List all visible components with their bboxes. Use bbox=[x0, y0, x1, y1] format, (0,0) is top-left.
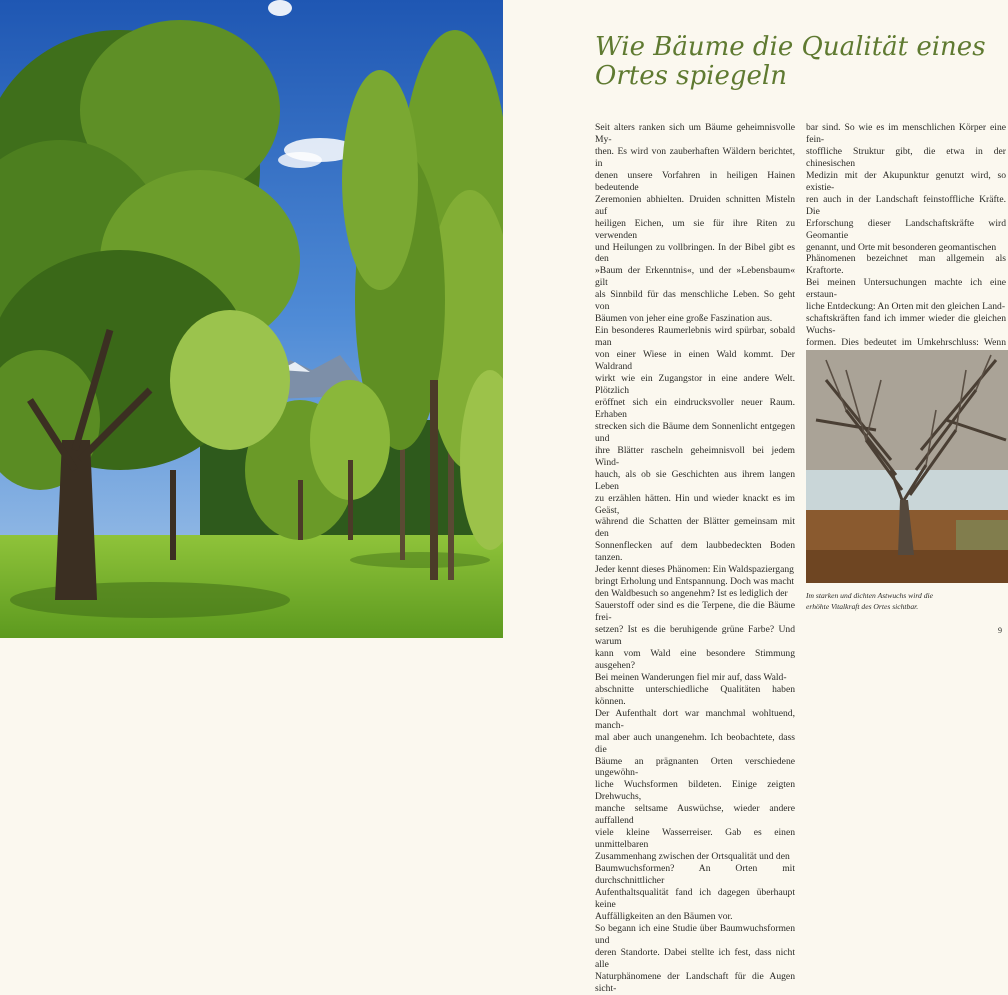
body-line: Naturphänomene der Landschaft für die Augen sicht- bbox=[595, 970, 795, 994]
body-line: und Heilungen zu vollbringen. In der Bibel gibt es den bbox=[595, 241, 795, 265]
body-line: Auffälligkeiten an den Bäumen vor. bbox=[595, 910, 733, 922]
body-line: den Waldbesuch so angenehm? Ist es lediglich der bbox=[595, 588, 788, 600]
body-line: eröffnet sich ein eindrucksvoller neuer Raum. Erhaben bbox=[595, 396, 795, 420]
body-line: Bäume an prägnanten Orten verschiedene ungewöhn- bbox=[595, 755, 795, 779]
chapter-title bbox=[595, 33, 995, 91]
caption-line: Im starken und dichten Astwuchs wird die bbox=[806, 591, 933, 600]
body-line: als Sinnbild für das menschliche Leben. So geht von bbox=[595, 289, 795, 313]
body-line: Erforschung dieser Landschaftskräfte wird Geomantie bbox=[806, 217, 1006, 241]
body-column-1 bbox=[595, 122, 795, 995]
body-line: strecken sich die Bäume dem Sonnenlicht entgegen und bbox=[595, 420, 795, 444]
body-line: Jeder kennt dieses Phänomen: Ein Waldspaziergang bbox=[595, 564, 794, 576]
body-line: kann vom Wald eine besondere Stimmung ausgehen? bbox=[595, 647, 795, 671]
caption-line: erhöhte Vitalkraft des Ortes sichtbar. bbox=[806, 602, 919, 611]
title-line: Wie Bäume die Qualität eines bbox=[595, 32, 986, 62]
body-line: Ein besonderes Raumerlebnis wird spürbar, sobald man bbox=[595, 325, 795, 349]
body-line: Sonnenflecken auf dem laubbedeckten Boden tanzen. bbox=[595, 540, 795, 564]
body-line: von einer Wiese in einen Wald kommt. Der Waldrand bbox=[595, 349, 795, 373]
body-line: zu erzählen hätten. Hin und wieder knackt es im Geäst, bbox=[595, 492, 795, 516]
beech-tree-photo bbox=[806, 350, 1008, 583]
body-line: Zusammenhang zwischen der Ortsqualität und den bbox=[595, 851, 790, 863]
body-line: formen. Dies bedeutet im Umkehrschluss: Wenn bbox=[806, 337, 1006, 349]
body-line: liche Wuchsformen bildeten. Einige zeigten Drehwuchs, bbox=[595, 779, 795, 803]
body-line: wirkt wie ein Zugangstor in eine andere Welt. Plötzlich bbox=[595, 373, 795, 396]
body-line: schaftskräften fand ich immer wieder die gleichen Wuchs- bbox=[806, 313, 1006, 337]
photo-caption bbox=[806, 590, 1006, 612]
text-page bbox=[503, 0, 1008, 994]
title-line: Ortes spiegeln bbox=[595, 61, 787, 91]
body-line: ren auch in der Landschaft feinstoffliche Kräfte. Die bbox=[806, 193, 1006, 217]
body-line: manche seltsame Auswüchse, wieder andere auffallend bbox=[595, 803, 795, 827]
body-line: Phänomenen bezeichnet man allgemein als Kraftorte. bbox=[806, 253, 1006, 277]
body-line: denen unsere Vorfahren in heiligen Hainen bedeutende bbox=[595, 169, 795, 193]
body-line: liche Entdeckung: An Orten mit den gleichen Land- bbox=[806, 301, 1006, 313]
body-line: genannt, und Orte mit besonderen geomantischen bbox=[806, 241, 997, 253]
body-line: Zeremonien abhielten. Druiden schnitten Misteln auf bbox=[595, 193, 795, 217]
body-line: Baumwuchsformen? An Orten mit durchschnittlicher bbox=[595, 863, 795, 887]
forest-meadow-photo bbox=[0, 0, 503, 638]
body-line: stoffliche Struktur gibt, die etwa in der chinesischen bbox=[806, 145, 1006, 169]
body-line: während die Schatten der Blätter gemeinsam mit den bbox=[595, 516, 795, 540]
body-line: Der Aufenthalt dort war manchmal wohltuend, manch- bbox=[595, 707, 795, 731]
body-line: bringt Erholung und Entspannung. Doch was macht bbox=[595, 576, 795, 588]
body-line: viele kleine Wasserreiser. Gab es einen unmittelbaren bbox=[595, 827, 795, 851]
body-line: ihre Blätter rascheln geheimnisvoll bei jedem Wind- bbox=[595, 444, 795, 468]
body-line: then. Es wird von zauberhaften Wäldern berichtet, in bbox=[595, 145, 795, 169]
body-line: mal aber auch unangenehm. Ich beobachtete, dass die bbox=[595, 731, 795, 755]
page-number: 9 bbox=[998, 626, 1002, 635]
body-line: abschnitte unterschiedliche Qualitäten haben können. bbox=[595, 683, 795, 707]
body-line: heiligen Eichen, um sie für ihre Riten zu verwenden bbox=[595, 217, 795, 241]
body-line: setzen? Ist es die beruhigende grüne Farbe? Und warum bbox=[595, 624, 795, 647]
body-line: So begann ich eine Studie über Baumwuchsformen und bbox=[595, 922, 795, 946]
body-line: Bäumen von jeher eine große Faszination aus. bbox=[595, 313, 773, 325]
body-line: bar sind. So wie es im menschlichen Körper eine fein- bbox=[806, 122, 1006, 145]
body-line: deren Standorte. Dabei stellte ich fest, dass nicht alle bbox=[595, 946, 795, 970]
body-line: Bei meinen Untersuchungen machte ich eine erstaun- bbox=[806, 277, 1006, 301]
body-line: hauch, als ob sie Geschichten aus ihrem langen Leben bbox=[595, 468, 795, 492]
body-line: Seit alters ranken sich um Bäume geheimnisvolle My- bbox=[595, 122, 795, 145]
body-line: Medizin mit der Akupunktur genutzt wird, so existie- bbox=[806, 169, 1006, 193]
body-line: Aufenthaltsqualität fand ich dagegen überhaupt keine bbox=[595, 887, 795, 910]
body-line: »Baum der Erkenntnis«, und der »Lebensbaum« gilt bbox=[595, 265, 795, 289]
body-line: Sauerstoff oder sind es die Terpene, die die Bäume frei- bbox=[595, 600, 795, 624]
body-line: Bei meinen Wanderungen fiel mir auf, dass Wald- bbox=[595, 671, 787, 683]
